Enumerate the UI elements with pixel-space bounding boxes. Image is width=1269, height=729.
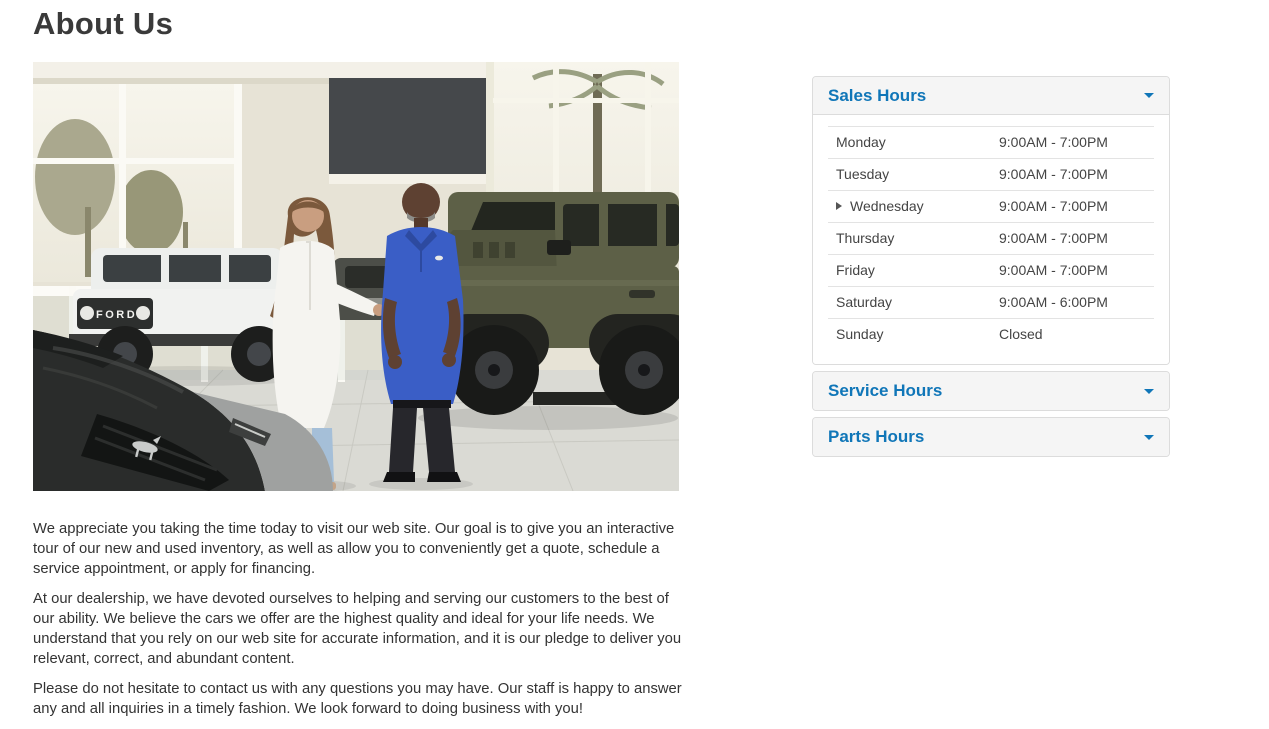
hours-day xyxy=(828,191,991,223)
parts-hours-header[interactable] xyxy=(813,418,1169,456)
hours-day: Sunday xyxy=(828,319,991,351)
hours-row xyxy=(828,127,1154,159)
service-hours-title: Service Hours xyxy=(828,381,943,400)
hours-row xyxy=(828,159,1154,191)
hours-value: 9:00AM - 7:00PM xyxy=(991,191,1154,223)
page-title: About Us xyxy=(33,6,174,41)
hours-value: 9:00AM - 7:00PM xyxy=(991,127,1154,159)
hours-day: Monday xyxy=(828,127,991,159)
hours-value: 9:00AM - 7:00PM xyxy=(991,255,1154,287)
hours-row xyxy=(828,223,1154,255)
hours-value: Closed xyxy=(991,319,1154,351)
about-text xyxy=(33,519,685,719)
showroom-photo-illustration xyxy=(33,62,679,491)
hours-day-label: Wednesday xyxy=(850,198,924,214)
service-hours-panel xyxy=(812,371,1170,411)
hours-row xyxy=(828,287,1154,319)
hours-row-current-day xyxy=(828,191,1154,223)
ford-grille-text: FORD xyxy=(96,309,138,321)
hours-row xyxy=(828,255,1154,287)
about-paragraph-3: Please do not hesitate to contact us with any questions you may have. Our staff is happy to answer any and all inquiries in a timely fashion. We look forward to doing business with you! xyxy=(33,681,682,717)
sales-hours-title: Sales Hours xyxy=(828,85,927,105)
service-hours-header[interactable] xyxy=(813,372,1169,410)
hours-value: 9:00AM - 7:00PM xyxy=(991,159,1154,191)
about-paragraph-1: We appreciate you taking the time today to visit our web site. Our goal is to give you an interactive tour of our new and used inventory, as well as allow you to conveniently get a quote, schedule a service appointment, or apply for financing. xyxy=(33,521,675,577)
hours-row xyxy=(828,319,1154,351)
chevron-down-icon xyxy=(1144,93,1154,98)
sales-hours-table xyxy=(828,126,1154,350)
hours-value: 9:00AM - 6:00PM xyxy=(991,287,1154,319)
sales-hours-body xyxy=(813,115,1169,364)
current-day-marker-icon xyxy=(836,202,842,210)
chevron-down-icon xyxy=(1144,389,1154,394)
sales-hours-panel xyxy=(812,76,1170,365)
chevron-down-icon xyxy=(1144,435,1154,440)
sales-hours-header[interactable] xyxy=(813,77,1169,115)
hours-sidebar xyxy=(812,76,1170,463)
parts-hours-title: Parts Hours xyxy=(828,427,925,446)
main-content xyxy=(33,62,685,729)
hours-day: Tuesday xyxy=(828,159,991,191)
hours-day: Saturday xyxy=(828,287,991,319)
hours-value: 9:00AM - 7:00PM xyxy=(991,223,1154,255)
hours-day: Thursday xyxy=(828,223,991,255)
parts-hours-panel xyxy=(812,417,1170,457)
showroom-photo xyxy=(33,62,679,491)
about-paragraph-2: At our dealership, we have devoted ourselves to helping and serving our customers to the best of our ability. We believe the cars we offer are the highest quality and ideal for your life needs. We understand that you rely on our web site for accurate information, and it is our pledge to deliver you relevant, correct, and abundant content. xyxy=(33,591,682,667)
hours-day: Friday xyxy=(828,255,991,287)
